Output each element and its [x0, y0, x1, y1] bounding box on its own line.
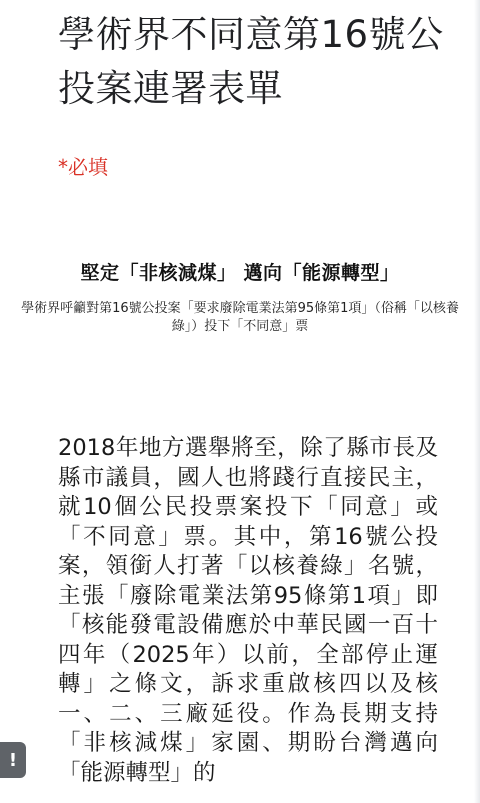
exclamation-icon: ! [8, 749, 18, 771]
feedback-button[interactable] [0, 742, 26, 778]
required-note: *必填 [58, 155, 108, 179]
form-title: 學術界不同意第16號公投案連署表單 [58, 13, 444, 110]
scrollbar-edge [474, 0, 480, 803]
banner-heading: 堅定「非核減煤」 邁向「能源轉型」 [80, 262, 400, 284]
form-description: 2018年地方選舉將至，除了縣市長及縣市議員，國人也將踐行直接民主，就10個公民投票案投下「同意」或「不同意」票。其中，第16號公投案，領銜人打著「以核養綠」名號，主張「廢除電業法第95條第1項」即「核能發電設備應於中華民國一百十四年（2025年）以前，全部停止運轉」之條文，訴求重啟核四以及核一、二、三廠延役。作為長期支持「非核減煤」家園、期盼台灣邁向「能源轉型」的 [58, 435, 438, 786]
banner-subheading: 學術界呼籲對第16號公投案「要求廢除電業法第95條第1項」（俗稱「以核養綠」）投下「不同意」票 [21, 301, 459, 334]
